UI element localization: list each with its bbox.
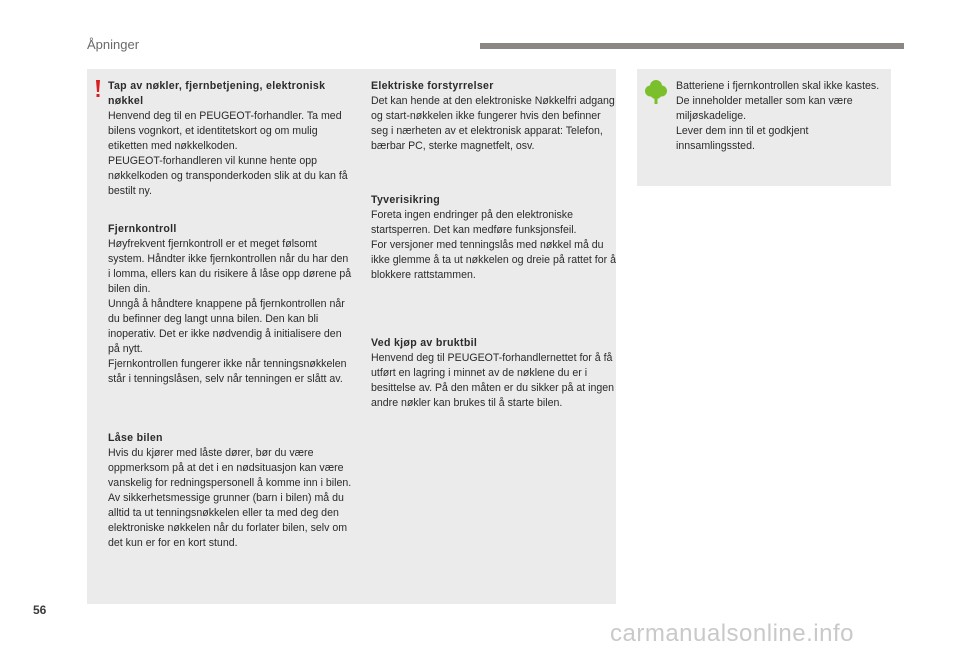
locking-section: [108, 431, 353, 551]
locking-body: Hvis du kjører med låste dører, bør du være oppmerksom på at det i en nødsituasjon kan være vanskelig for redningspersonell å komme inn i bilen. Av sikkerhetsmessige grunner (barn i bilen) må du alltid ta ut tenningsnøkkelen eller ta med deg den elektroniske nøkkelen når du forlater bilen, selv om det kun er for en kort stund.: [108, 447, 352, 549]
immobiliser-body: Foreta ingen endringer på den elektroniske startsperren. Det kan medføre funksjonsfeil. For versjoner med tenningslås med nøkkel må du ikke glemme å ta ut nøkkelen og dreie på rattet for å blokkere rattstammen.: [371, 209, 616, 281]
remote-title: Fjernkontroll: [108, 223, 177, 235]
eco-note: [676, 79, 886, 154]
header-bar: [480, 43, 904, 49]
exclamation-icon: [92, 79, 104, 99]
locking-title: Låse bilen: [108, 432, 163, 444]
remote-section: [108, 222, 353, 387]
section-title: Åpninger: [87, 37, 140, 52]
lost-keys-title: Tap av nøkler, fjernbetjening, elektronisk nøkkel: [108, 80, 326, 107]
interference-title: Elektriske forstyrrelser: [371, 80, 494, 92]
tree-icon: [645, 79, 667, 105]
immobiliser-title: Tyverisikring: [371, 194, 441, 206]
lost-keys-body: Henvend deg til en PEUGEOT-forhandler. Ta med bilens vognkort, et identitetskort og om mulig etiketten med nøkkelkoden. PEUGEOT-forhandleren vil kunne hente opp nøkkelkoden og transponderkoden slik at du kan få bestilt ny.: [108, 110, 348, 197]
used-car-title: Ved kjøp av bruktbil: [371, 337, 478, 349]
page-number: 56: [33, 603, 47, 617]
interference-body: Det kan hende at den elektroniske Nøkkelfri adgang og start-nøkkelen ikke fungerer hvis den befinner seg i nærheten av et elektronisk apparat: Telefon, bærbar PC, sterke magnetfelt, osv.: [371, 95, 615, 152]
remote-body: Høyfrekvent fjernkontroll er et meget følsomt system. Håndter ikke fjernkontrollen når du har den i lomma, ellers kan du risikere å låse opp dørene på bilen din. Unngå å håndtere knappene på fjernkontrollen når du befinner deg langt unna bilen. Den kan bli inoperativ. Det er ikke nødvendig å initialisere den på nytt. Fjernkontrollen fungerer ikke når tenningsnøkkelen står i tenningslåsen, selv når tenningen er slått av.: [108, 238, 352, 385]
watermark: carmanualsonline.info: [610, 620, 854, 647]
interference-section: [371, 79, 616, 154]
used-car-section: [371, 336, 616, 411]
immobiliser-section: [371, 193, 616, 283]
lost-keys-section: [108, 79, 353, 199]
eco-note-text: Batteriene i fjernkontrollen skal ikke kastes. De inneholder metaller som kan være miljøskadelige. Lever dem inn til et godkjent innsamlingssted.: [676, 80, 880, 152]
used-car-body: Henvend deg til PEUGEOT-forhandlernettet for å få utført en lagring i minnet av de nøklene du er i besittelse av. På den måten er du sikker på at ingen andre nøkler kan brukes til å starte bilen.: [371, 352, 615, 409]
